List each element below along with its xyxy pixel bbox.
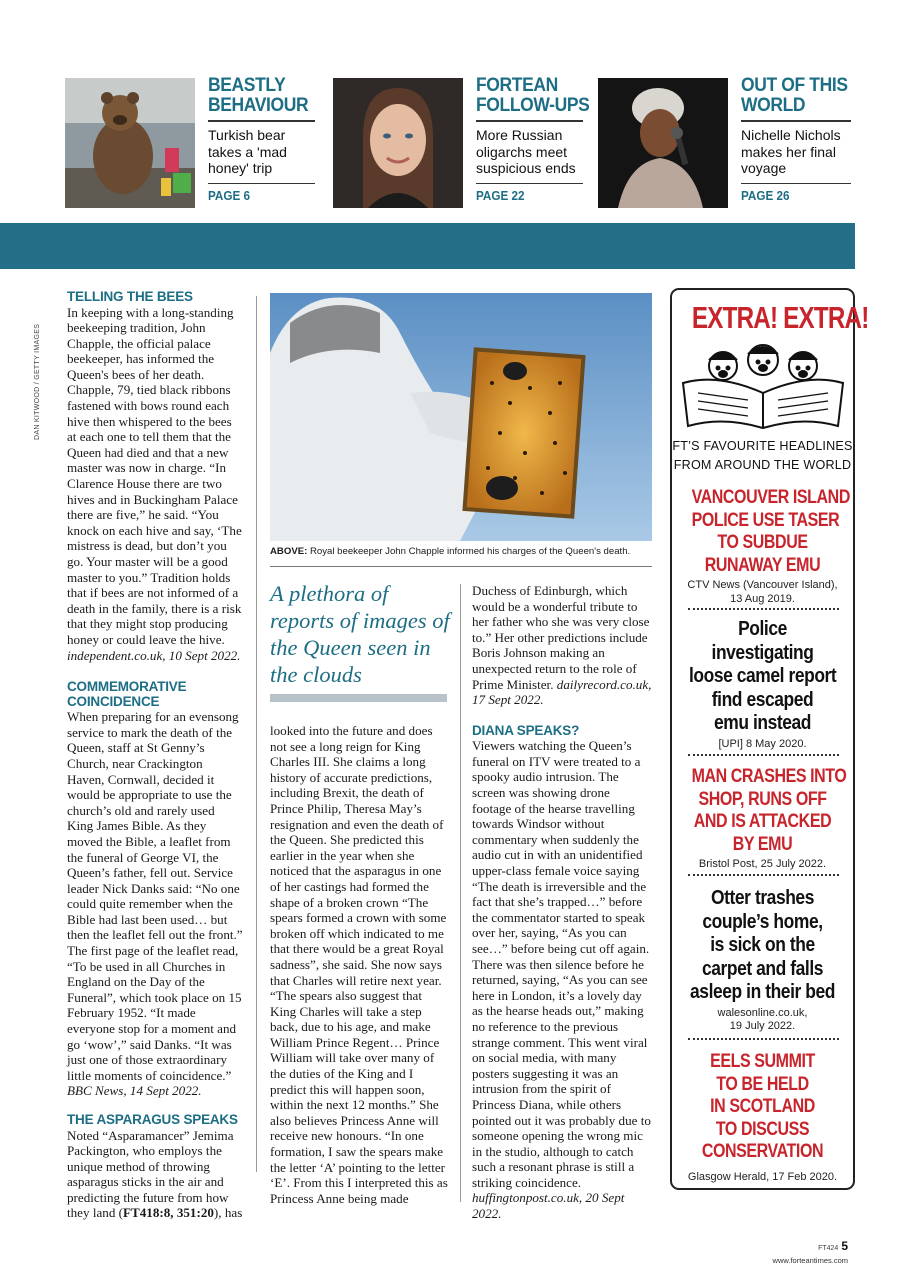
- headline-item: [676, 1050, 849, 1184]
- divider: [208, 183, 315, 184]
- pull-quote-bar: [270, 694, 447, 702]
- headline-source-line1: CTV News (Vancouver Island),: [687, 579, 838, 591]
- headline-item: [676, 486, 849, 606]
- sidebar-tagline: [672, 437, 853, 475]
- article-asparagus-continued: looked into the future and does not see a long reign for King Charles III. She claims a long history of accurate predictions, including Brexit, the death of Prince Philip, Theresa May’s resignation and even the death of the Queen. She predicted this earlier in the year when she noticed that the asparagus in one of her castings had formed the shape of a broken crown “The spears formed a crown with some broken off which indicated to me that there would be a great Royal sadness”, she said. She now says that Charles will retire next year. “The spears also suggest that King Charles will take a step back, due to his age, and make William Prince Regent… Prince William will take over many of the duties of the King and I predict this will happen soon, within the next 12 months.” She also believes Princess Anne will receive new honours. “In one formation, I saw the spears make the letter ‘A’ pointing to the letter ‘E’. From this I interpreted this as Princess Anne being made: [270, 723, 448, 1206]
- website-url[interactable]: www.forteantimes.com: [772, 1256, 848, 1265]
- article-asparagus-end: [472, 583, 652, 708]
- divider: [741, 183, 851, 184]
- sidebar-tagline-line1: FT’S FAVOURITE HEADLINES: [672, 439, 853, 453]
- teaser-subtitle-line2: oligarchs meet: [476, 143, 568, 160]
- headline-source: Glasgow Herald, 17 Feb 2020.: [687, 1170, 838, 1183]
- source-citation: dailyrecord.co.uk, 17 Sept 2022.: [472, 676, 652, 708]
- extra-extra-sidebar: [670, 288, 869, 1190]
- issue-reference: FT418:8, 351:20: [123, 1205, 214, 1221]
- divider: [741, 120, 851, 122]
- section-band: [0, 223, 855, 269]
- headline-item: [676, 886, 849, 1034]
- page-folio: [773, 1237, 848, 1265]
- headline-source: [676, 1007, 849, 1034]
- caption-label: ABOVE:: [270, 546, 308, 557]
- headline-line: emu instead: [713, 711, 812, 734]
- page-number: 5: [841, 1239, 848, 1253]
- headline-line: IN SCOTLAND: [710, 1095, 815, 1117]
- teaser-subtitle-line2: makes her final: [741, 143, 836, 160]
- article-coincidence: [67, 709, 243, 1099]
- article-text: When preparing for an evensong service to mark the death of the Queen, staff at St Genny’s Church, near Crackington Haven, Cornwall, decided it would be appropriate to use the church’s old and rarely used King James Bible. As they moved the Bible, a leaflet from the funeral of George VI, the Queen’s father, fell out. Service leader Nick Danks said: “No one could quite remember when the Bible had last been used… but then the leaflet fell out the front.” The first page of the leaflet read, “To be used in all Churches in England on the Day of the Funeral”, which took place on 15 February 1952. “It made everyone stop for a moment and go ‘wow’,” said Danks. “It was just one of those extraordinary little moments of coincidence.”: [67, 709, 243, 1083]
- teaser-subtitle-line1: Nichelle Nichols: [741, 127, 841, 143]
- headline-line: CONSERVATION: [701, 1140, 824, 1162]
- issue-number: FT424: [818, 1245, 839, 1252]
- photo-caption: [270, 546, 652, 558]
- teaser-subtitle-line1: More Russian: [476, 127, 563, 143]
- teaser-title-line1: BEASTLY: [208, 75, 286, 96]
- source-citation: huffingtonpost.co.uk, 20 Sept 2022.: [472, 1190, 625, 1222]
- source-citation: BBC News, 14 Sept 2022.: [67, 1083, 202, 1099]
- teaser-page-link[interactable]: PAGE 22: [476, 187, 525, 203]
- headline-line: TO BE HELD: [716, 1072, 809, 1095]
- source-citation: independent.co.uk, 10 Sept 2022.: [67, 647, 241, 663]
- article-text: Noted “Asparamancer” Jemima Packington, who employs the unique method of throwing asparagus sticks in the air and predicting the future from how they land (: [67, 1127, 234, 1221]
- headline-line: EELS SUMMIT: [710, 1050, 815, 1072]
- singer-photo: [598, 78, 728, 208]
- teaser-title-line1: OUT OF THIS: [741, 75, 848, 96]
- headline-line: AND IS ATTACKED: [693, 810, 832, 832]
- teaser-title-line2: WORLD: [741, 95, 806, 116]
- dotted-divider: [688, 754, 839, 756]
- headline-line: SHOP, RUNS OFF: [698, 787, 827, 810]
- headline-source-line1: walesonline.co.uk,: [717, 1006, 808, 1019]
- pull-quote: A plethora of reports of images of the Queen seen in the clouds: [270, 581, 450, 687]
- caption-text: Royal beekeeper John Chapple informed his charges of the Queen's death.: [307, 546, 631, 557]
- heading-telling-the-bees: TELLING THE BEES: [67, 289, 193, 304]
- dotted-divider: [688, 608, 839, 610]
- heading-coincidence-line2: COINCIDENCE: [67, 693, 160, 709]
- article-text: Duchess of Edinburgh, which would be a wonderful tribute to her father who she was very close to.” Her other predictions include Boris Johnson making an unexpected return to the role of Prime Minister.: [472, 583, 650, 692]
- article-text: Viewers watching the Queen’s funeral on ITV were treated to a spooky audio intrusion. The screen was showing drone footage of the hearse travelling towards Windsor without commentary when suddenly the audio cut in with an unidentified upper-class female voice saying “The death is irreversible and the fact that she’s trapped…” before the commentator started to speak over her, saying, “As you can see…” before being cut off again. There was then silence before he returned, saying, “As you can see here in London, it’s a lovely day as the hearse heads out,” making no reference to the previous strange comment. This went viral on social media, with many posters suggesting it was an intrusion from the spirit of Princess Diana, while others pointed out it was probably due to someone opening the wrong mic in the studio, although to catch such a resonant phrase is still a striking coincidence.: [472, 738, 651, 1190]
- headline-line: VANCOUVER ISLAND: [691, 486, 850, 508]
- headline-source-line2: 13 Aug 2019.: [730, 592, 795, 605]
- teaser-subtitle-line3: suspicious ends: [476, 160, 576, 176]
- newspaper-readers-illustration: [678, 338, 848, 430]
- headline-item: [676, 765, 849, 872]
- teaser-page-link[interactable]: PAGE 26: [741, 187, 790, 203]
- headline-line: couple’s home,: [702, 909, 823, 933]
- column-middle: [270, 723, 450, 1206]
- dotted-divider: [688, 874, 839, 876]
- beekeeper-photo: [270, 293, 652, 541]
- headline-line: Otter trashes: [711, 886, 814, 909]
- headline-line: MAN CRASHES INTO: [691, 765, 847, 787]
- headline-line: find escaped: [711, 687, 814, 711]
- teaser-page-link[interactable]: PAGE 6: [208, 187, 251, 203]
- teaser-title-line2: FOLLOW-UPS: [476, 95, 590, 116]
- headline-source: [676, 579, 849, 606]
- heading-asparagus: THE ASPARAGUS SPEAKS: [67, 1112, 238, 1127]
- headline-line: investigating: [711, 640, 814, 664]
- column-right: [472, 583, 652, 1222]
- bear-photo: [65, 78, 195, 208]
- article-bees: [67, 305, 243, 664]
- headline-line: Police: [738, 617, 787, 640]
- headline-source: Bristol Post, 25 July 2022.: [698, 858, 827, 870]
- woman-portrait-photo: [333, 78, 463, 208]
- headline-source-line2: 19 July 2022.: [729, 1020, 796, 1032]
- divider: [476, 120, 583, 122]
- column-divider: [460, 584, 461, 1202]
- headline-line: carpet and falls: [701, 956, 824, 980]
- article-asparagus-start: [67, 1128, 243, 1222]
- caption-rule: [270, 566, 652, 567]
- headline-line: asleep in their bed: [690, 980, 835, 1003]
- headline-line: BY EMU: [732, 832, 793, 855]
- headline-line: TO DISCUSS: [715, 1117, 810, 1140]
- column-divider: [256, 296, 257, 1172]
- article-text: In keeping with a long-standing beekeeping tradition, John Chapple, the official palace beekeeper, has informed the Queen's bees of her death. Chapple, 79, tied black ribbons fastened with bows round each hive then whispered to the bees at each one to tell them that the Queen had died and that a new master was now in charge. “In Clarence House there are two hives and in Buckingham Palace there are five,” he said. “You knock on each hive and say, ‘The mistress is dead, but don’t you go. Your master will be a good master to you.” Tradition holds that if bees are not informed of a death in the family, there is a risk that they might stop producing honey or could leave the hive.: [67, 304, 242, 647]
- teaser-title-line1: FORTEAN: [476, 75, 558, 96]
- teaser-subtitle-line2: takes a 'mad: [208, 143, 287, 160]
- divider: [476, 183, 583, 184]
- article-diana: [472, 738, 652, 1221]
- column-left: [67, 290, 243, 1221]
- sidebar-title: EXTRA! EXTRA!: [691, 300, 869, 335]
- teaser-subtitle-line3: voyage: [741, 160, 787, 176]
- photo-credit: DAN KITWOOD / GETTY IMAGES: [34, 323, 41, 440]
- headline-line: TO SUBDUE: [717, 531, 808, 553]
- headline-line: loose camel report: [688, 664, 837, 687]
- headline-line: POLICE USE TASER: [691, 508, 840, 531]
- dotted-divider: [688, 1038, 839, 1040]
- article-text: ), has: [213, 1205, 243, 1221]
- sidebar-tagline-line2: FROM AROUND THE WORLD: [673, 458, 852, 472]
- headline-source: [UPI] 8 May 2020.: [718, 737, 807, 750]
- teaser-title-line2: BEHAVIOUR: [208, 95, 309, 116]
- headline-line: RUNAWAY EMU: [704, 553, 821, 576]
- heading-coincidence-line1: COMMEMORATIVE: [67, 679, 187, 695]
- teaser-subtitle-line3: honey' trip: [208, 160, 273, 176]
- divider: [208, 120, 315, 122]
- teaser-subtitle-line1: Turkish bear: [208, 127, 286, 143]
- headline-item: [676, 617, 849, 751]
- headline-line: is sick on the: [710, 933, 815, 956]
- heading-diana-speaks: DIANA SPEAKS?: [472, 722, 580, 738]
